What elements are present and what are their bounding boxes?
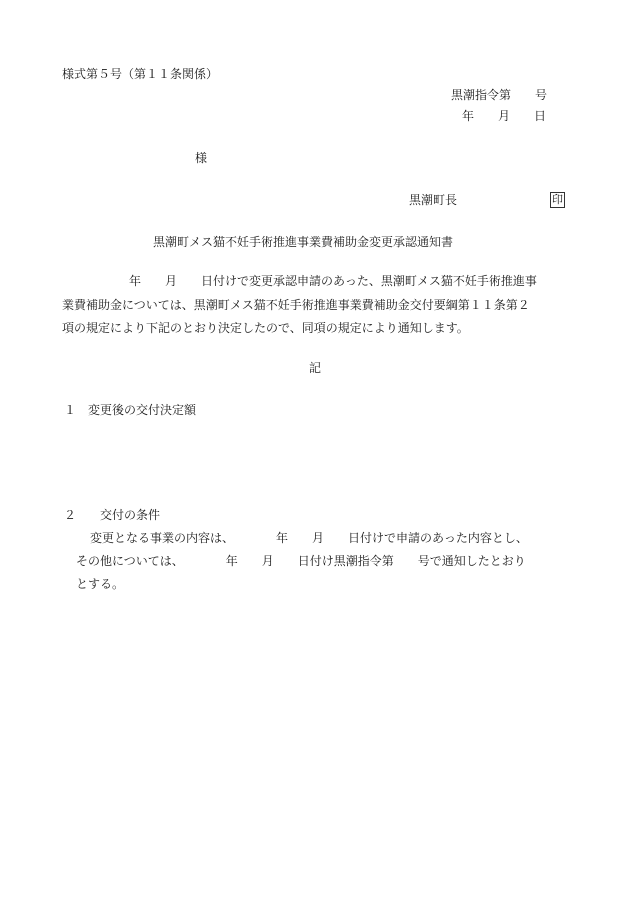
section-1-heading: １ 変更後の交付決定額 bbox=[64, 403, 197, 417]
body-line: 年 月 日付けで変更承認申請のあった、黒潮町メス猫不妊手術推進事 bbox=[129, 274, 537, 288]
seal-mark bbox=[550, 191, 565, 208]
form-label: 様式第５号（第１１条関係） bbox=[62, 67, 219, 81]
document-date: 年 月 日 bbox=[462, 109, 547, 123]
document-number: 黒潮指令第 号 bbox=[451, 88, 548, 102]
section-2-line: 変更となる事業の内容は、 年 月 日付けで申請のあった内容とし、 bbox=[90, 531, 528, 545]
ki-mark: 記 bbox=[309, 361, 322, 375]
body-line: 業費補助金については、黒潮町メス猫不妊手術推進事業費補助金交付要綱第１１条第２ bbox=[62, 298, 530, 312]
issuer-name: 黒潮町長 bbox=[409, 193, 458, 207]
document-title: 黒潮町メス猫不妊手術推進事業費補助金変更承認通知書 bbox=[153, 235, 454, 249]
section-2-line: その他については、 年 月 日付け黒潮指令第 号で通知したとおり bbox=[76, 554, 526, 568]
section-2-line: とする。 bbox=[76, 577, 125, 591]
section-2-heading: ２ 交付の条件 bbox=[64, 508, 161, 522]
seal-mark-text: 印 bbox=[552, 193, 563, 206]
addressee-honorific: 様 bbox=[195, 151, 208, 165]
body-line: 項の規定により下記のとおり決定したので、同項の規定により通知します。 bbox=[62, 321, 469, 335]
